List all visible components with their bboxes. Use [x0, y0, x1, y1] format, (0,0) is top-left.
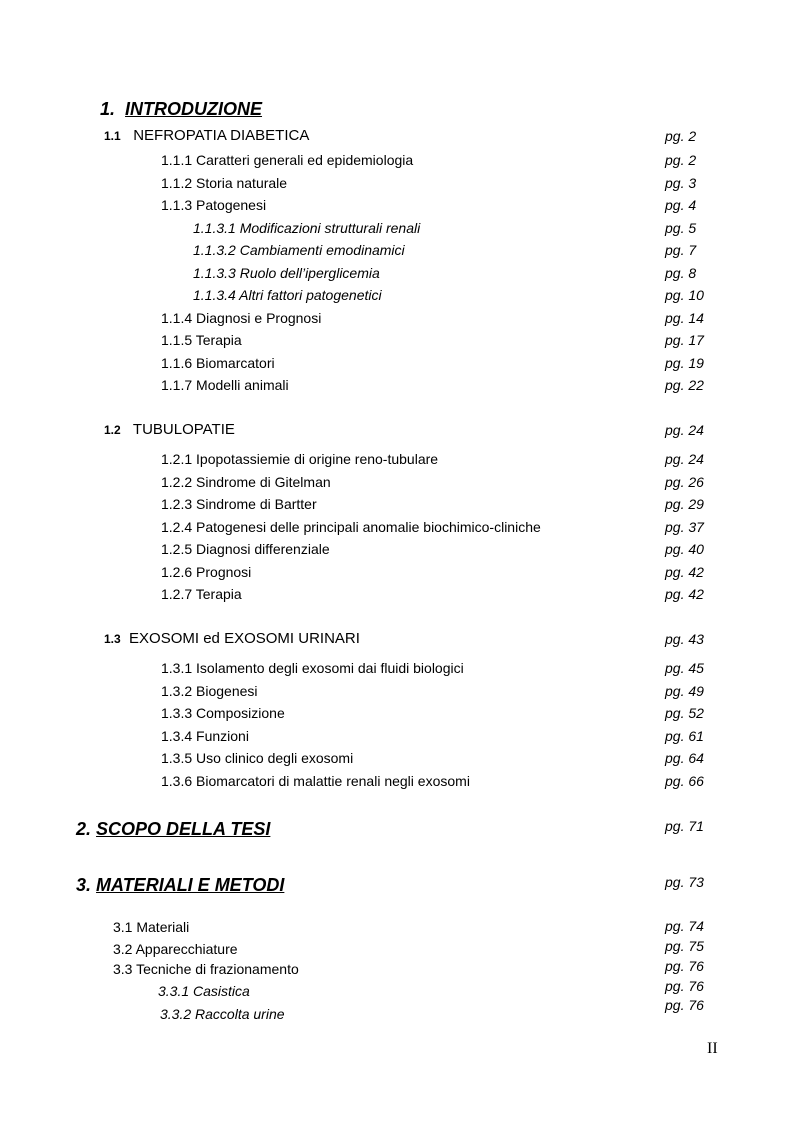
section-1-2-title: TUBULOPATIE — [132, 421, 235, 438]
toc-entry-page: pg. 52 — [665, 705, 704, 721]
page-number: II — [707, 1040, 718, 1057]
toc-entry-page: pg. 76 — [665, 958, 704, 974]
section-1-1 — [104, 127, 309, 145]
toc-entry: 1.1.1 Caratteri generali ed epidemiologia — [161, 152, 414, 168]
section-1-1-page: pg. 2 — [665, 128, 697, 144]
toc-entry: 1.3.4 Funzioni — [161, 728, 249, 744]
toc-entry-page: pg. 24 — [665, 451, 704, 467]
toc-entry: 3.3.1 Casistica — [158, 983, 250, 999]
toc-entry: 1.2.1 Ipopotassiemie di origine reno-tubulare — [161, 451, 439, 467]
toc-entry-page: pg. 76 — [665, 997, 704, 1013]
toc-entry: 1.1.3 Patogenesi — [161, 197, 267, 213]
toc-entry-page: pg. 8 — [665, 265, 697, 281]
toc-entry: 1.1.3.1 Modificazioni strutturali renali — [193, 220, 421, 236]
toc-entry-page: pg. 66 — [665, 773, 704, 789]
toc-entry: 1.2.4 Patogenesi delle principali anomalie biochimico-cliniche — [161, 519, 541, 535]
toc-entry-page: pg. 40 — [665, 541, 704, 557]
toc-entry: 3.3.2 Raccolta urine — [160, 1006, 285, 1022]
toc-entry-page: pg. 76 — [665, 978, 704, 994]
toc-entry: 1.2.6 Prognosi — [161, 564, 252, 580]
toc-entry: 1.1.2 Storia naturale — [161, 175, 288, 191]
toc-entry-page: pg. 7 — [665, 242, 697, 258]
toc-entry-page: pg. 75 — [665, 938, 704, 954]
toc-entry: 1.3.5 Uso clinico degli exosomi — [161, 750, 354, 766]
chapter-1-heading — [100, 98, 262, 120]
toc-entry-page: pg. 64 — [665, 750, 704, 766]
chapter-1-number: 1. — [100, 99, 116, 119]
toc-entry: 1.1.3.3 Ruolo dell’iperglicemia — [193, 265, 380, 281]
toc-entry: 3.1 Materiali — [113, 919, 190, 935]
toc-entry: 1.1.3.4 Altri fattori patogenetici — [193, 287, 382, 303]
toc-entry: 1.2.7 Terapia — [161, 586, 242, 602]
section-1-3 — [104, 630, 360, 648]
toc-entry: 3.2 Apparecchiature — [113, 941, 238, 957]
toc-entry: 1.1.5 Terapia — [161, 332, 242, 348]
toc-entry-page: pg. 19 — [665, 355, 704, 371]
toc-entry-page: pg. 74 — [665, 918, 704, 934]
toc-entry-page: pg. 42 — [665, 564, 704, 580]
chapter-2-title: SCOPO DELLA TESI — [96, 819, 271, 839]
chapter-3-heading — [76, 874, 284, 896]
toc-entry-page: pg. 42 — [665, 586, 704, 602]
toc-entry: 1.2.5 Diagnosi differenziale — [161, 541, 330, 557]
toc-entry-page: pg. 22 — [665, 377, 704, 393]
section-1-2-page: pg. 24 — [665, 422, 704, 438]
toc-entry-page: pg. 4 — [665, 197, 697, 213]
chapter-1-title: INTRODUZIONE — [125, 99, 263, 119]
toc-entry: 1.3.2 Biogenesi — [161, 683, 258, 699]
section-1-3-number: 1.3 — [104, 632, 121, 646]
toc-entry: 1.1.4 Diagnosi e Prognosi — [161, 310, 322, 326]
chapter-3-title: MATERIALI E METODI — [96, 875, 285, 895]
section-1-2-number: 1.2 — [104, 423, 121, 437]
toc-entry: 1.3.6 Biomarcatori di malattie renali negli exosomi — [161, 773, 470, 789]
chapter-2-number: 2. — [76, 819, 92, 839]
toc-entry-page: pg. 45 — [665, 660, 704, 676]
toc-entry-page: pg. 14 — [665, 310, 704, 326]
toc-entry-page: pg. 5 — [665, 220, 697, 236]
section-1-1-title: NEFROPATIA DIABETICA — [133, 127, 310, 144]
toc-entry: 1.1.6 Biomarcatori — [161, 355, 275, 371]
chapter-3-number: 3. — [76, 875, 92, 895]
toc-entry-page: pg. 17 — [665, 332, 704, 348]
section-1-3-page: pg. 43 — [665, 631, 704, 647]
toc-entry-page: pg. 10 — [665, 287, 704, 303]
toc-entry-page: pg. 2 — [665, 152, 697, 168]
section-1-1-number: 1.1 — [104, 129, 121, 143]
chapter-3-page: pg. 73 — [665, 874, 704, 890]
chapter-2-page: pg. 71 — [665, 818, 704, 834]
toc-entry: 1.1.7 Modelli animali — [161, 377, 289, 393]
toc-entry-page: pg. 49 — [665, 683, 704, 699]
toc-entry: 1.3.1 Isolamento degli exosomi dai fluidi biologici — [161, 660, 464, 676]
toc-entry-page: pg. 29 — [665, 496, 704, 512]
toc-entry: 1.3.3 Composizione — [161, 705, 285, 721]
toc-entry-page: pg. 61 — [665, 728, 704, 744]
toc-entry-page: pg. 3 — [665, 175, 697, 191]
section-1-2 — [104, 421, 235, 439]
toc-entry: 1.2.2 Sindrome di Gitelman — [161, 474, 331, 490]
toc-entry-page: pg. 37 — [665, 519, 704, 535]
chapter-2-heading — [76, 818, 270, 840]
toc-entry-page: pg. 26 — [665, 474, 704, 490]
toc-entry: 1.1.3.2 Cambiamenti emodinamici — [193, 242, 405, 258]
section-1-3-title: EXOSOMI ed EXOSOMI URINARI — [129, 630, 360, 647]
toc-entry: 1.2.3 Sindrome di Bartter — [161, 496, 317, 512]
toc-entry: 3.3 Tecniche di frazionamento — [113, 961, 299, 977]
